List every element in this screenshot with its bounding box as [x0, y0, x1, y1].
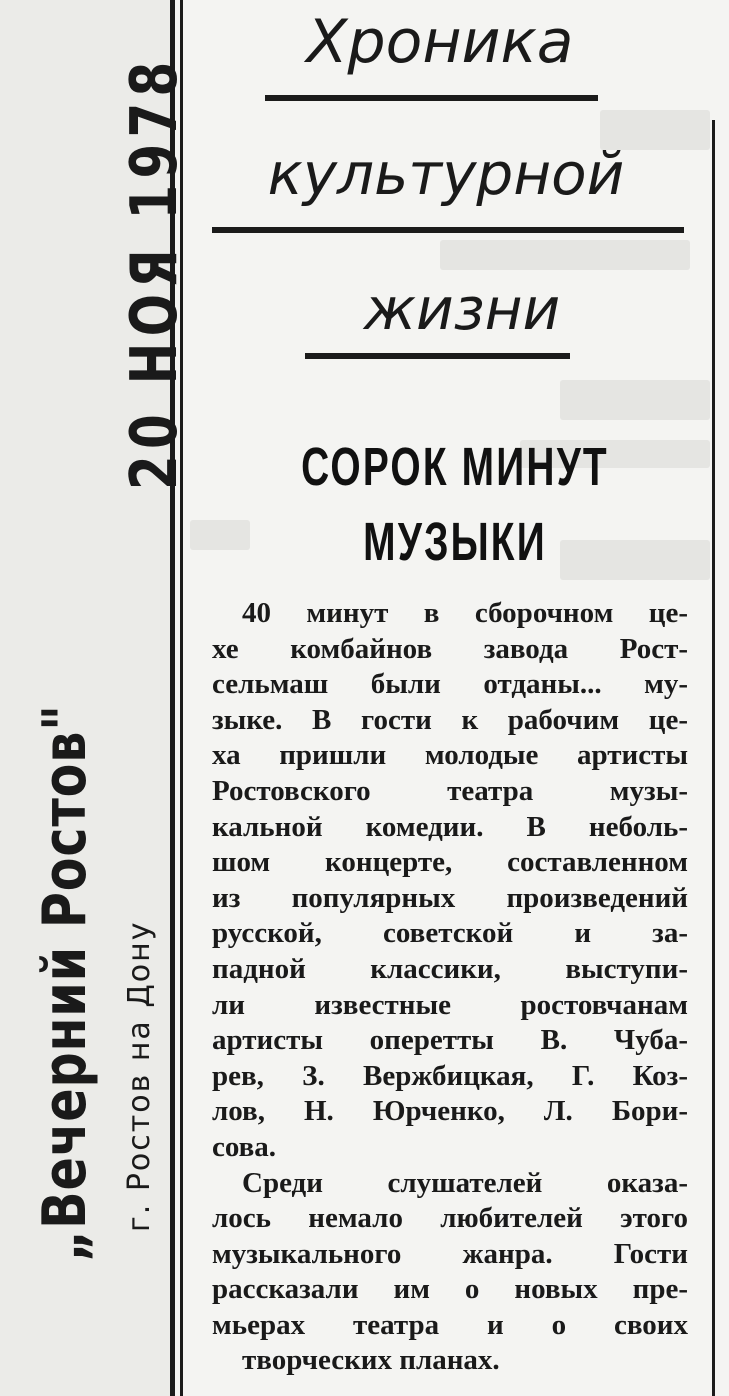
article-line: русской, советской и за-: [212, 917, 688, 950]
article-line: из популярных произведений: [212, 881, 688, 914]
scan-smudge: [190, 520, 250, 550]
article-line: сова.: [212, 1130, 277, 1163]
rubric-underline: [305, 353, 570, 359]
article-headline: МУЗЫКИ: [363, 512, 547, 572]
rubric-line-2: культурной: [267, 140, 625, 208]
article-line: рассказали им о новых пре-: [212, 1273, 688, 1306]
article-body: [212, 596, 688, 1379]
rubric-underline: [212, 227, 684, 233]
right-edge-rule: [712, 120, 715, 1396]
article-line: 40 минут в сборочном це-: [242, 597, 688, 629]
rubric-underline: [265, 95, 598, 101]
article-line: артисты оперетты В. Чуба-: [212, 1024, 688, 1057]
newspaper-name-stamp: „Вечерний Ростов": [30, 704, 100, 1262]
article-line: творческих планах.: [242, 1344, 500, 1377]
article-line: ха пришли молодые артисты: [212, 739, 688, 772]
article-line: Среди слушателей оказа-: [242, 1166, 688, 1199]
article-line: мьерах театра и о своих: [212, 1308, 688, 1341]
article-line: лось немало любителей этого: [212, 1202, 688, 1235]
article-line: музыкального жанра. Гости: [212, 1237, 688, 1270]
article-line: падной классики, выступи-: [212, 952, 688, 985]
rubric-line-1: Хроника: [306, 7, 574, 77]
article-line: шом концерте, составленном: [212, 846, 688, 879]
date-stamp: 20 НОЯ 1978: [118, 55, 192, 491]
article-headline: СОРОК МИНУТ: [301, 437, 609, 497]
article-line: зыке. В гости к рабочим це-: [212, 703, 688, 736]
article-line: сельмаш были отданы... му-: [212, 668, 688, 701]
article-line: Ростовского театра музы-: [212, 774, 688, 807]
article-line: ли известные ростовчанам: [212, 988, 688, 1021]
rubric-line-3: жизни: [363, 275, 561, 343]
city-stamp: г. Ростов на Дону: [122, 920, 157, 1232]
scan-smudge: [560, 380, 710, 420]
article-line: хе комбайнов завода Рост-: [212, 632, 688, 665]
article-line: лов, Н. Юрченко, Л. Бори-: [212, 1095, 688, 1128]
article-line: рев, З. Вержбицкая, Г. Коз-: [212, 1059, 688, 1092]
article-line: кальной комедии. В неболь-: [212, 810, 688, 843]
scan-smudge: [440, 240, 690, 270]
